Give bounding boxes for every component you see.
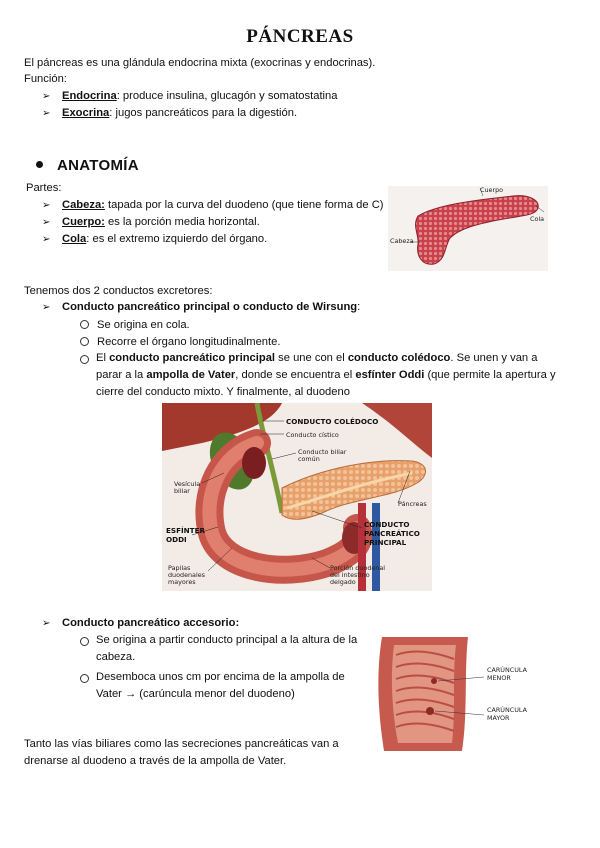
label-esfinter-2: ODDI (166, 535, 187, 544)
accesorio-heading: ➢ Conducto pancreático accesorio: (42, 617, 240, 629)
label-caruncula-menor-1: CARÚNCULA (487, 666, 527, 674)
arrow-bullet-icon: ➢ (42, 234, 51, 245)
label-conducto-principal-2: PANCREÁTICO (364, 529, 420, 538)
circle-bullet-icon (80, 320, 89, 329)
ducts-anatomy-image (162, 403, 432, 591)
label-conducto-principal-1: CONDUCTO (364, 520, 410, 529)
label-papilas-1: Papilas (168, 564, 191, 572)
label-conducto-cistico: Conducto cístico (286, 431, 339, 439)
principal-item-3: El conducto pancreático principal se une con el conducto colédoco. Se unen y van a parar a la ampolla de Vater, donde se encuentra el esfínter Oddi (que permite la apertura y cierre del conducto mixto. Y finalmente, al duodeno (80, 350, 558, 401)
label-biliar-comun-1: Conducto biliar (298, 448, 347, 456)
arrow-bullet-icon: ➢ (42, 618, 51, 629)
label-cuerpo: Cuerpo (480, 186, 504, 194)
label-conducto-principal-3: PRINCIPAL (364, 538, 407, 547)
label-pancreas: Páncreas (398, 500, 427, 508)
label-biliar-comun-2: común (298, 455, 320, 463)
circle-bullet-icon (80, 355, 89, 364)
pancreas-anatomy-image (388, 186, 548, 271)
arrow-bullet-icon: ➢ (42, 200, 51, 211)
part-item-cuerpo: ➢ Cuerpo: es la porción media horizontal. (42, 216, 260, 228)
arrow-bullet-icon: ➢ (42, 302, 51, 313)
label-caruncula-menor-2: MENOR (487, 674, 511, 682)
principal-item-1: Se origina en cola. (80, 318, 190, 332)
label-conducto-coledoco: CONDUCTO COLÉDOCO (286, 417, 379, 426)
label-vesicula-1: Vesícula (174, 480, 201, 488)
function-item-exocrina: ➢ Exocrina: jugos pancreáticos para la digestión. (42, 107, 298, 119)
page-title: PÁNCREAS (246, 26, 354, 47)
part-item-cabeza: ➢ Cabeza: tapada por la curva del duodeno (que tiene forma de C) (42, 199, 384, 211)
principal-item-2: Recorre el órgano longitudinalmente. (80, 335, 280, 349)
bullet-dot-icon (36, 161, 43, 168)
conductos-intro: Tenemos dos 2 conductos excretores: (24, 285, 213, 297)
conclusion-text: Tanto las vías biliares como las secreciones pancreáticas van a drenarse al duodeno a través de la ampolla de Vater. (24, 738, 339, 767)
label-vesicula-2: biliar (174, 487, 190, 495)
intro-text: El páncreas es una glándula endocrina mixta (exocrinas y endocrinas). (24, 57, 376, 69)
arrow-bullet-icon: ➢ (42, 108, 51, 119)
label-porcion-1: Porción duodenal (330, 564, 386, 572)
circle-bullet-icon (80, 337, 89, 346)
caruncula-image (372, 633, 542, 755)
pancreas-drawing (388, 186, 548, 271)
arrow-bullet-icon: ➢ (42, 217, 51, 228)
duodenum-drawing (372, 633, 542, 755)
label-papilas-2: duodenales (168, 571, 206, 579)
label-papilas-3: mayores (168, 578, 196, 586)
function-item-endocrina: ➢ Endocrina: produce insulina, glucagón y somatostatina (42, 90, 338, 102)
label-porcion-2: del intestino (330, 571, 370, 579)
label-cabeza: Cabeza (390, 237, 414, 245)
label-cola: Cola (530, 215, 545, 223)
accesorio-item-2: Desemboca unos cm por encima de la ampolla de Vater → (carúncula menor del duodeno) (80, 669, 360, 703)
circle-bullet-icon (80, 674, 89, 683)
partes-label: Partes: (26, 182, 62, 194)
label-esfinter-1: ESFÍNTER (166, 526, 206, 535)
section-heading-anatomia: ANATOMÍA (36, 157, 139, 174)
label-porcion-3: delgado (330, 578, 356, 586)
label-caruncula-mayor-1: CARÚNCULA (487, 706, 527, 714)
accesorio-item-1: Se origina a partir conducto principal a la altura de la cabeza. (80, 632, 360, 666)
arrow-bullet-icon: ➢ (42, 91, 51, 102)
part-item-cola: ➢ Cola: es el extremo izquierdo del órgano. (42, 233, 268, 245)
circle-bullet-icon (80, 637, 89, 646)
funcion-label: Función: (24, 73, 67, 85)
principal-heading: ➢ Conducto pancreático principal o conducto de Wirsung: (42, 301, 361, 313)
label-caruncula-mayor-2: MAYOR (487, 714, 510, 722)
